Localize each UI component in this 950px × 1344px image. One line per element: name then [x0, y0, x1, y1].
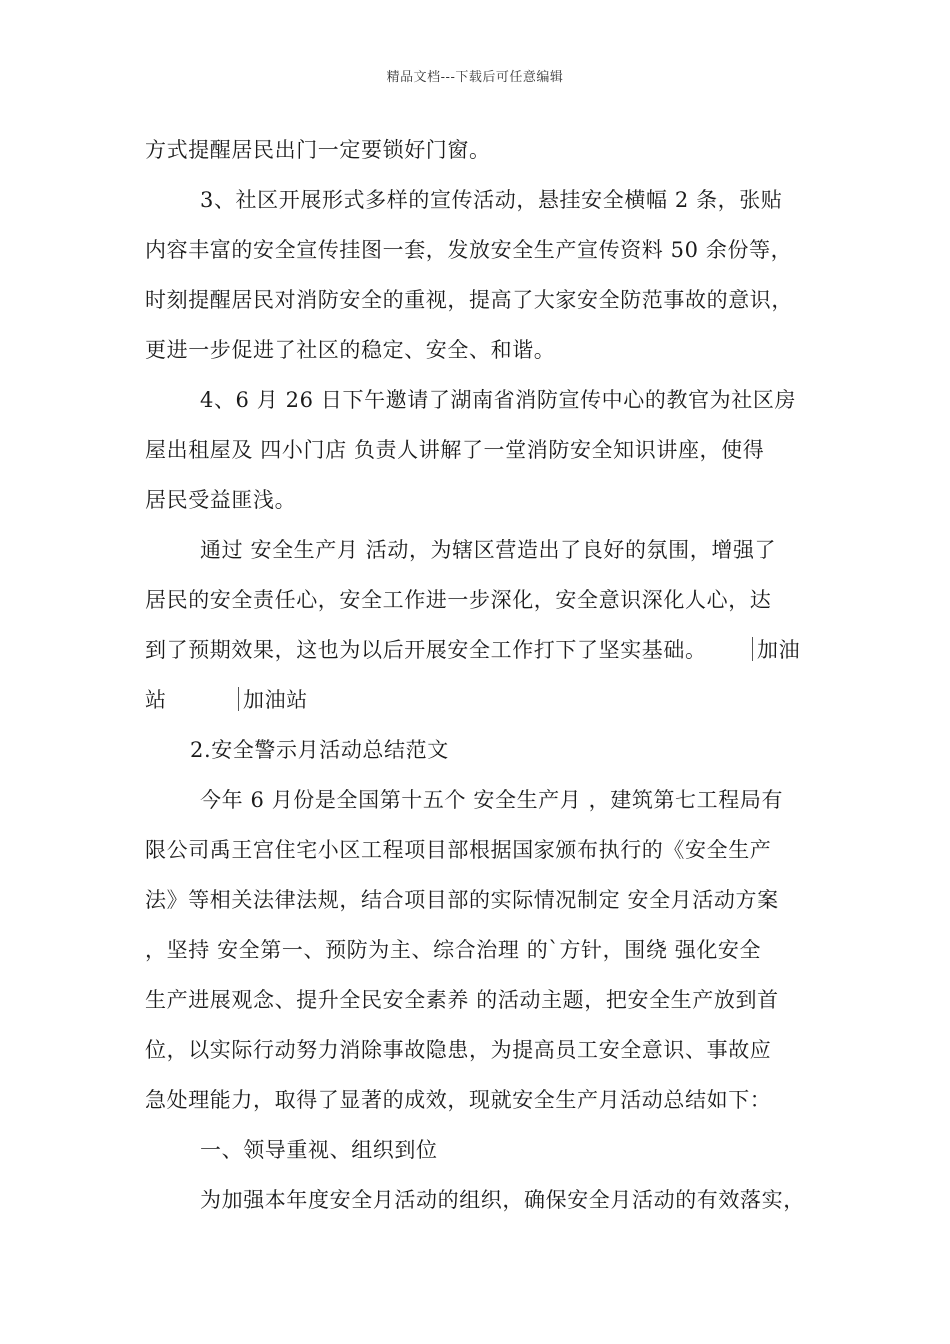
text-line: 位，以实际行动努力消除事故隐患，为提高员工安全意识、事故应 [145, 1038, 772, 1062]
subsection-heading: 一、领导重视、组织到位 [200, 1138, 438, 1162]
text-line: 4、6 月 26 日下午邀请了湖南省消防宣传中心的教官为社区房 [200, 388, 797, 412]
page-header: 精品文档---下载后可任意编辑 [386, 70, 564, 85]
text-line: 急处理能力，取得了显著的成效，现就安全生产月活动总结如下： [145, 1088, 772, 1112]
text-cursor-bar [238, 687, 239, 711]
text-line: 更进一步促进了社区的稳定、安全、和谐。 [145, 338, 556, 362]
text-fragment [752, 635, 800, 665]
fragment-text: 加油 [757, 638, 801, 662]
text-line: 生产进展观念、提升全民安全素养 的活动主题，把安全生产放到首 [145, 988, 779, 1012]
text-line: 到了预期效果，这也为以后开展安全工作打下了坚实基础。 [145, 638, 707, 662]
text-line: ，坚持 安全第一、预防为主、综合治理 的`方针，围绕 强化安全 [145, 938, 762, 962]
text-line: 为加强本年度安全月活动的组织，确保安全月活动的有效落实， [200, 1188, 805, 1212]
fragment-text: 加油站 [243, 688, 308, 712]
text-line: 3、社区开展形式多样的宣传活动，悬挂安全横幅 2 条，张贴 [200, 188, 783, 212]
section-heading: 2.安全警示月活动总结范文 [190, 738, 449, 762]
text-line: 时刻提醒居民对消防安全的重视，提高了大家安全防范事故的意识， [145, 288, 793, 312]
text-line: 通过 安全生产月 活动，为辖区营造出了良好的氛围，增强了 [200, 538, 777, 562]
text-line: 今年 6 月份是全国第十五个 安全生产月 ，建筑第七工程局有 [200, 788, 784, 812]
text-fragment [238, 685, 308, 715]
text-line: 居民受益匪浅。 [145, 488, 297, 512]
text-line: 方式提醒居民出门一定要锁好门窗。 [145, 138, 491, 162]
text-line: 内容丰富的安全宣传挂图一套，发放安全生产宣传资料 50 余份等， [145, 238, 793, 262]
text-line: 限公司禹王宫住宅小区工程项目部根据国家颁布执行的《安全生产 [145, 838, 772, 862]
text-cursor-bar [752, 637, 753, 661]
text-line: 居民的安全责任心，安全工作进一步深化，安全意识深化人心，达 [145, 588, 772, 612]
text-line: 屋出租屋及 四小门店 负责人讲解了一堂消防安全知识讲座，使得 [145, 438, 765, 462]
text-line: 法》等相关法律法规，结合项目部的实际情况制定 安全月活动方案 [145, 888, 779, 912]
text-line: 站 [145, 688, 167, 712]
